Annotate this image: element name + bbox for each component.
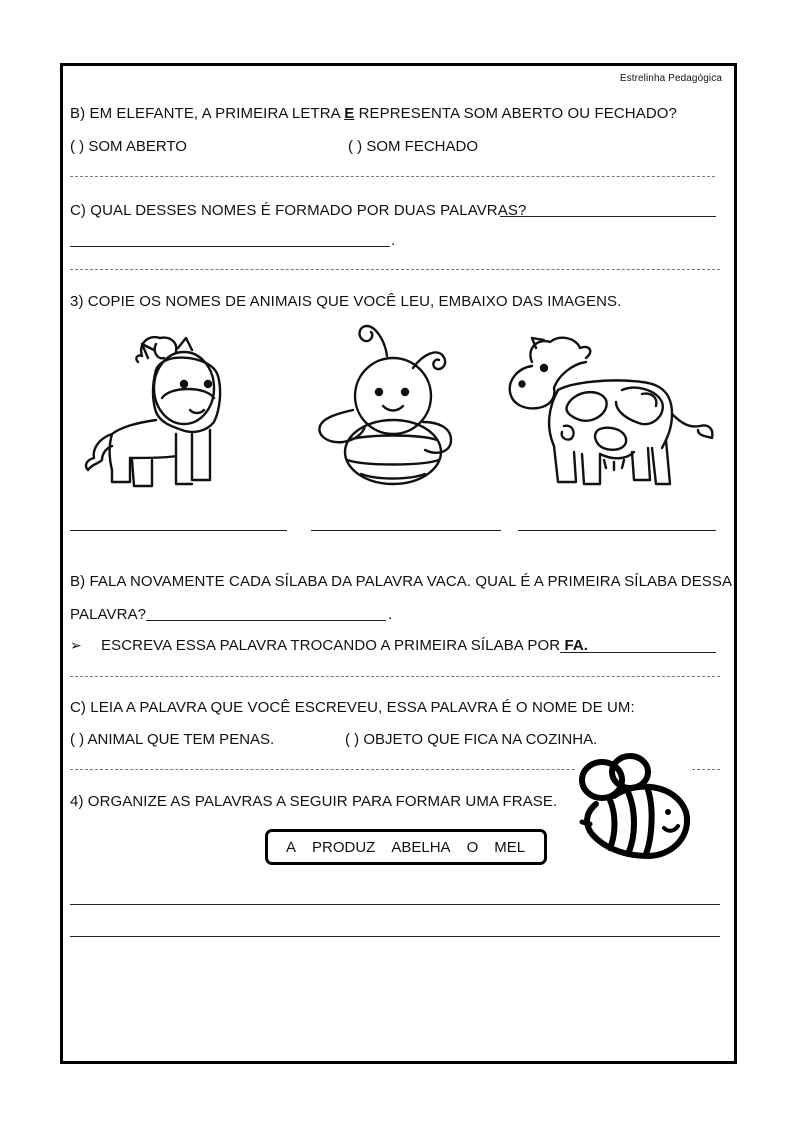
- horse-illustration: [82, 330, 242, 490]
- word-o: O: [466, 838, 479, 856]
- answer-line[interactable]: [70, 246, 390, 247]
- answer-line[interactable]: [500, 216, 716, 217]
- word-a: A: [286, 838, 297, 856]
- answer-line[interactable]: [560, 652, 716, 653]
- animal-name-line-horse[interactable]: [70, 530, 287, 531]
- bullet-instruction-bold: FA.: [564, 637, 589, 654]
- question-3b-line1: B) FALA NOVAMENTE CADA SÍLABA DA PALAVRA VACA. QUAL É A PRIMEIRA SÍLABA DESSA: [70, 573, 733, 590]
- answer-line-period: .: [388, 606, 393, 623]
- bullet-instruction-text: ESCREVA ESSA PALAVRA TROCANDO A PRIMEIRA SÍLABA POR: [101, 637, 565, 654]
- question-3c-text: C) LEIA A PALAVRA QUE VOCÊ ESCREVEU, ESSA PALAVRA É O NOME DE UM:: [70, 699, 635, 716]
- sentence-answer-line[interactable]: [70, 904, 720, 905]
- option-som-aberto[interactable]: ( ) SOM ABERTO: [70, 138, 187, 155]
- cow-illustration: [502, 328, 722, 492]
- question-1b-letter: E: [344, 105, 355, 122]
- word-bank-box: [265, 829, 547, 865]
- word-abelha: ABELHA: [391, 838, 451, 856]
- question-3-title: 3) COPIE OS NOMES DE ANIMAIS QUE VOCÊ LEU, EMBAIXO DAS IMAGENS.: [70, 293, 622, 310]
- divider: [70, 269, 720, 270]
- question-1b-suffix: REPRESENTA SOM ABERTO OU FECHADO?: [354, 105, 677, 122]
- option-animal-penas[interactable]: ( ) ANIMAL QUE TEM PENAS.: [70, 731, 275, 748]
- animal-name-line-cow[interactable]: [518, 530, 716, 531]
- divider: [70, 176, 715, 177]
- question-1b-text: [70, 105, 677, 122]
- sentence-answer-line[interactable]: [70, 936, 720, 937]
- animal-name-line-bee[interactable]: [311, 530, 501, 531]
- bullet-instruction: [101, 637, 588, 654]
- answer-line-period: .: [391, 232, 396, 249]
- brand-label: Estrelinha Pedagógica: [619, 73, 722, 84]
- word-produz: PRODUZ: [312, 838, 376, 856]
- question-1c-text: C) QUAL DESSES NOMES É FORMADO POR DUAS PALAVRAS?: [70, 202, 527, 219]
- word-mel: MEL: [494, 838, 526, 856]
- option-som-fechado[interactable]: ( ) SOM FECHADO: [348, 138, 478, 155]
- question-1b-prefix: B) EM ELEFANTE, A PRIMEIRA LETRA: [70, 105, 345, 122]
- bee-icon: [576, 752, 692, 862]
- answer-line[interactable]: [146, 620, 386, 621]
- bee-illustration: [305, 318, 465, 488]
- question-4-title: 4) ORGANIZE AS PALAVRAS A SEGUIR PARA FORMAR UMA FRASE.: [70, 793, 558, 810]
- divider: [70, 676, 720, 677]
- bullet-arrow-icon: ➢: [70, 637, 82, 653]
- option-objeto-cozinha[interactable]: ( ) OBJETO QUE FICA NA COZINHA.: [345, 731, 598, 748]
- question-3b-line2: PALAVRA?: [70, 606, 147, 623]
